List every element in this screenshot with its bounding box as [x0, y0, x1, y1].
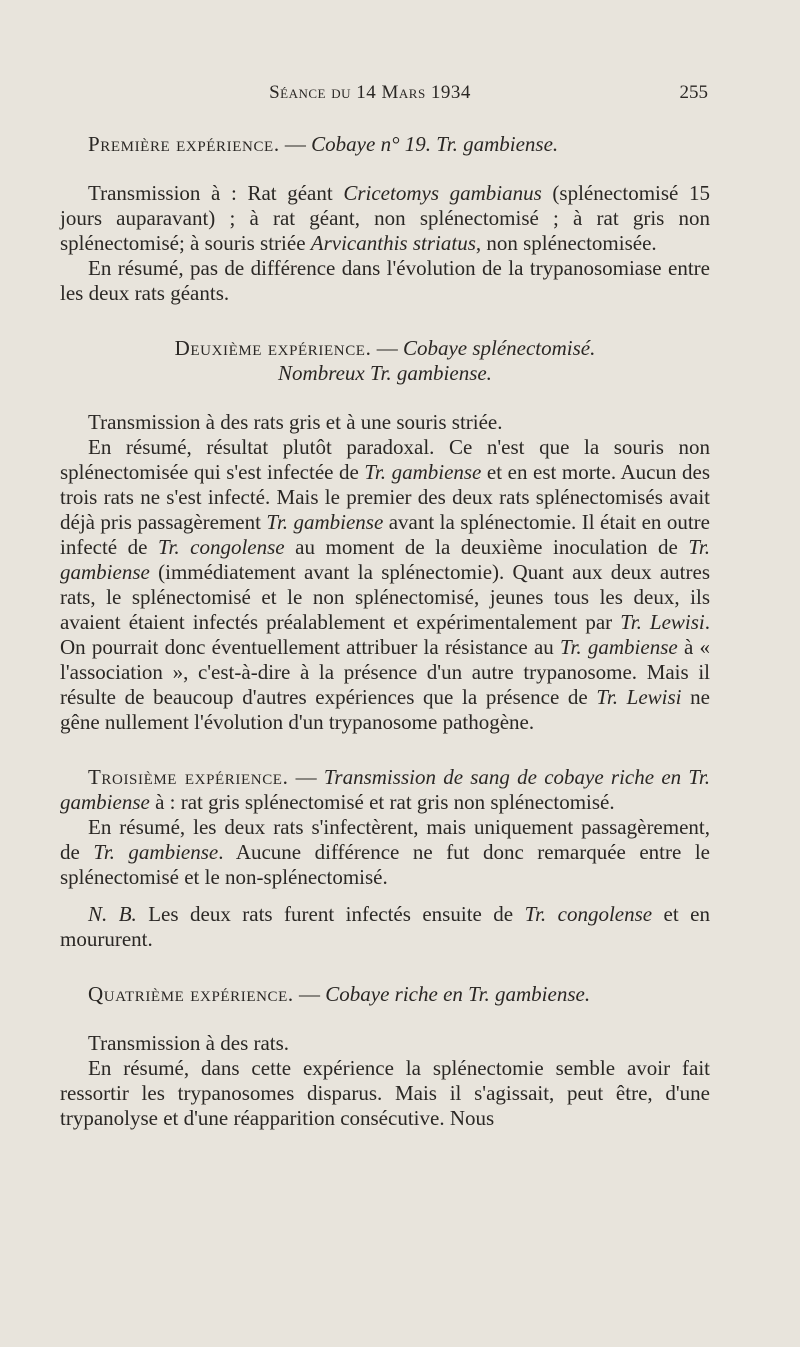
exp3-heading-dash: — [288, 765, 324, 789]
note-label: N. B. [88, 902, 137, 926]
text-run: ne gêne nullement l'évolution d'un trypanosome pathogène. [60, 685, 710, 734]
text-run: . On pourrait donc éventuellement attribuer la résistance au [60, 610, 710, 659]
text-run: En résumé, les deux rats s'infectèrent, mais uniquement passagèrement, de [60, 815, 710, 864]
exp2-heading-label: Deuxième expérience. [174, 336, 372, 360]
text-run: et en moururent. [60, 902, 710, 951]
exp4-paragraph-1: Transmission à des rats. [88, 1031, 290, 1055]
exp1-heading-dash: — [279, 132, 312, 156]
species-name: Arvicanthis striatus [310, 231, 476, 255]
page-number: 255 [679, 82, 708, 103]
text-run: au moment de la deuxième inoculation de [284, 535, 689, 559]
species-name: Tr. gambiense [266, 510, 384, 534]
exp1-heading [60, 132, 710, 157]
text-run: et en est morte. Aucun des trois rats ne s'est infecté. Mais le premier des deux rats splénectomisés avait déjà pris passagèrement [60, 460, 711, 534]
running-title: Séance du 14 Mars 1934 [269, 82, 471, 103]
species-name: Tr. Lewisi [620, 610, 705, 634]
exp2-heading-subject: Cobaye splénectomisé. [402, 336, 596, 360]
species-name: Tr. gambiense [93, 840, 219, 864]
exp3-note [60, 902, 710, 952]
text-run: à « l'association », c'est-à-dire à la présence d'un autre trypanosome. Mais il résulte de beaucoup d'autres expériences que la présence de [60, 635, 710, 709]
species-name: Tr. gambiense [364, 460, 482, 484]
exp2-paragraph-2 [60, 435, 710, 735]
exp3-paragraph-2 [60, 815, 710, 890]
species-name: Tr. congolense [158, 535, 285, 559]
exp4-heading [60, 982, 710, 1007]
species-name: Tr. Lewisi [596, 685, 682, 709]
exp1-paragraph-1 [60, 181, 710, 256]
text-run: à : rat gris splénectomisé et rat gris non splénectomisé. [149, 790, 615, 814]
exp1-heading-label: Première expérience. [88, 132, 280, 156]
exp3-heading-paragraph [60, 765, 710, 815]
exp2-heading-line2 [60, 361, 710, 386]
exp4-paragraph-2: En résumé, dans cette expérience la splénectomie semble avoir fait ressortir les trypanosomes disparus. Mais il s'agissait, peut être, d'une trypanolyse et d'une réapparition consécutive. Nous [60, 1056, 710, 1130]
exp2-heading-dash: — [371, 336, 403, 360]
running-header [0, 82, 800, 112]
exp2-heading-line2-text: Nombreux Tr. gambiense. [278, 361, 492, 385]
exp1-paragraph-2: En résumé, pas de différence dans l'évolution de la trypanosomiase entre les deux rats géants. [60, 256, 710, 305]
exp4-heading-dash: — [293, 982, 326, 1006]
text-run: (immédiatement avant la splénectomie). Quant aux deux autres rats, le splénectomisé et le non splénectomisé, jeunes tous les deux, ils avaient étaient infectés préalablement et expérimentalement par [60, 560, 710, 634]
species-name: Tr. gambiense [60, 535, 710, 584]
species-name: Tr. gambiense [560, 635, 678, 659]
exp4-heading-label: Quatrième expérience. [88, 982, 294, 1006]
exp2-heading [60, 336, 710, 361]
exp4-heading-subject: Cobaye riche en Tr. gambiense. [325, 982, 591, 1006]
text-run: . Aucune différence ne fut donc remarquée entre le splénectomisé et le non-splénectomisé. [60, 840, 710, 889]
page-body [60, 132, 710, 1131]
text-run: avant la splénectomie. Il était en outre infecté de [60, 510, 710, 559]
text-run: , non splénectomisée. [475, 231, 657, 255]
exp1-heading-subject: Cobaye n° 19. Tr. gambiense. [311, 132, 559, 156]
text-run: (splénectomisé 15 jours auparavant) ; à rat géant, non splénectomisé ; à rat gris non splénectomisé; à souris striée [60, 181, 711, 255]
exp2-paragraph-1: Transmission à des rats gris et à une souris striée. [88, 410, 503, 434]
exp3-heading-label: Troisième expérience. [88, 765, 289, 789]
species-name: Tr. congolense [524, 902, 653, 926]
species-name: Cricetomys gambianus [343, 181, 542, 205]
exp3-heading-subject: Transmission de sang de cobaye riche en Tr. gambiense [60, 765, 710, 814]
text-run: Les deux rats furent infectés ensuite de [136, 902, 525, 926]
text-run: Transmission à : Rat géant [88, 181, 344, 205]
text-run: En résumé, résultat plutôt paradoxal. Ce n'est que la souris non splénectomisée qui s'est infectée de [60, 435, 710, 484]
